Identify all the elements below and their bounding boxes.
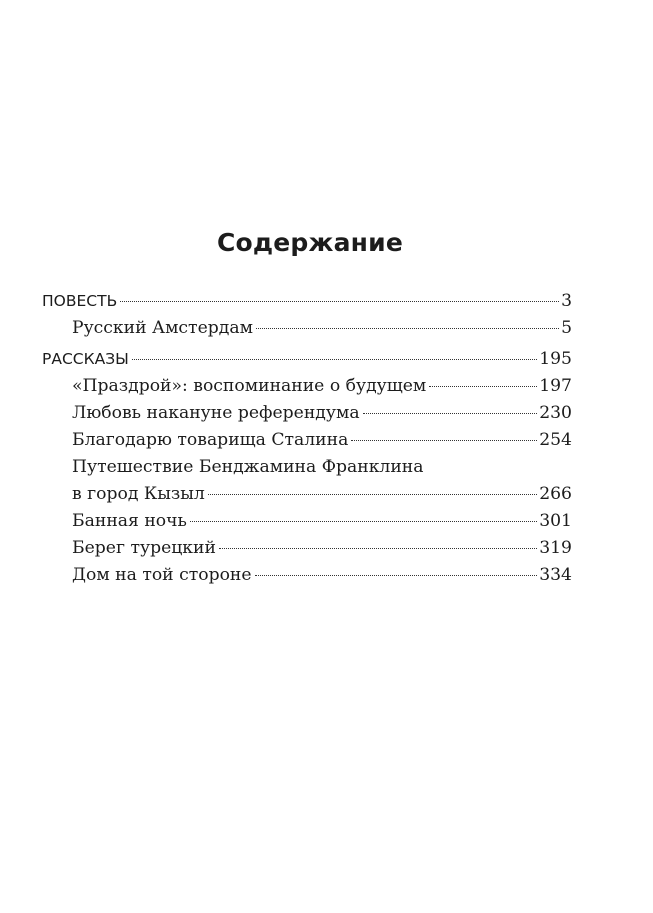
toc-entry-bereg-tureckiy[interactable]	[42, 535, 572, 562]
toc-entry-label: Любовь накануне референдума	[72, 403, 360, 423]
dot-leader	[351, 440, 537, 441]
toc-entry-povest[interactable]	[42, 288, 572, 315]
toc-entry-russkiy-amsterdam[interactable]	[42, 315, 572, 342]
toc-entry-lyubov[interactable]	[42, 400, 572, 427]
table-of-contents	[42, 288, 572, 589]
toc-entry-bannaya-noch[interactable]	[42, 508, 572, 535]
toc-entry-page: 301	[539, 511, 572, 531]
toc-entry-page: 5	[561, 318, 572, 338]
dot-leader	[132, 359, 537, 360]
dot-leader	[363, 413, 538, 414]
toc-entry-page: 195	[539, 349, 572, 369]
toc-entry-label: Путешествие Бенджамина Франклина	[72, 457, 424, 477]
dot-leader	[208, 494, 537, 495]
toc-entry-rasskazy[interactable]	[42, 346, 572, 373]
toc-entry-page: 319	[539, 538, 572, 558]
toc-entry-page: 3	[561, 291, 572, 311]
dot-leader	[429, 386, 537, 387]
toc-entry-page: 230	[539, 403, 572, 423]
toc-entry-label: ПОВЕСТЬ	[42, 292, 118, 310]
toc-entry-puteshestvie-line1[interactable]	[42, 454, 572, 481]
dot-leader	[256, 328, 559, 329]
toc-entry-label-continued: в город Кызыл	[72, 484, 205, 504]
toc-entry-label: Дом на той стороне	[72, 565, 252, 585]
toc-entry-page: 254	[539, 430, 572, 450]
toc-entry-page: 197	[539, 376, 572, 396]
dot-leader	[120, 301, 559, 302]
dot-leader	[190, 521, 537, 522]
toc-entry-prazdroy[interactable]	[42, 373, 572, 400]
toc-entry-label: Банная ночь	[72, 511, 187, 531]
toc-entry-page: 266	[539, 484, 572, 504]
toc-entry-page: 334	[539, 565, 572, 585]
toc-entry-label: Благодарю товарища Сталина	[72, 430, 349, 450]
toc-entry-label: Русский Амстердам	[72, 318, 253, 338]
toc-entry-label: РАССКАЗЫ	[42, 350, 129, 368]
toc-entry-label: Берег турецкий	[72, 538, 216, 558]
dot-leader	[255, 575, 538, 576]
toc-entry-blagodaryu[interactable]	[42, 427, 572, 454]
toc-title: Содержание	[216, 228, 404, 257]
toc-entry-puteshestvie-line2[interactable]	[42, 481, 572, 508]
toc-entry-dom-na-toy-storone[interactable]	[42, 562, 572, 589]
toc-entry-label: «Праздрой»: воспоминание о будущем	[72, 376, 427, 396]
dot-leader	[219, 548, 537, 549]
